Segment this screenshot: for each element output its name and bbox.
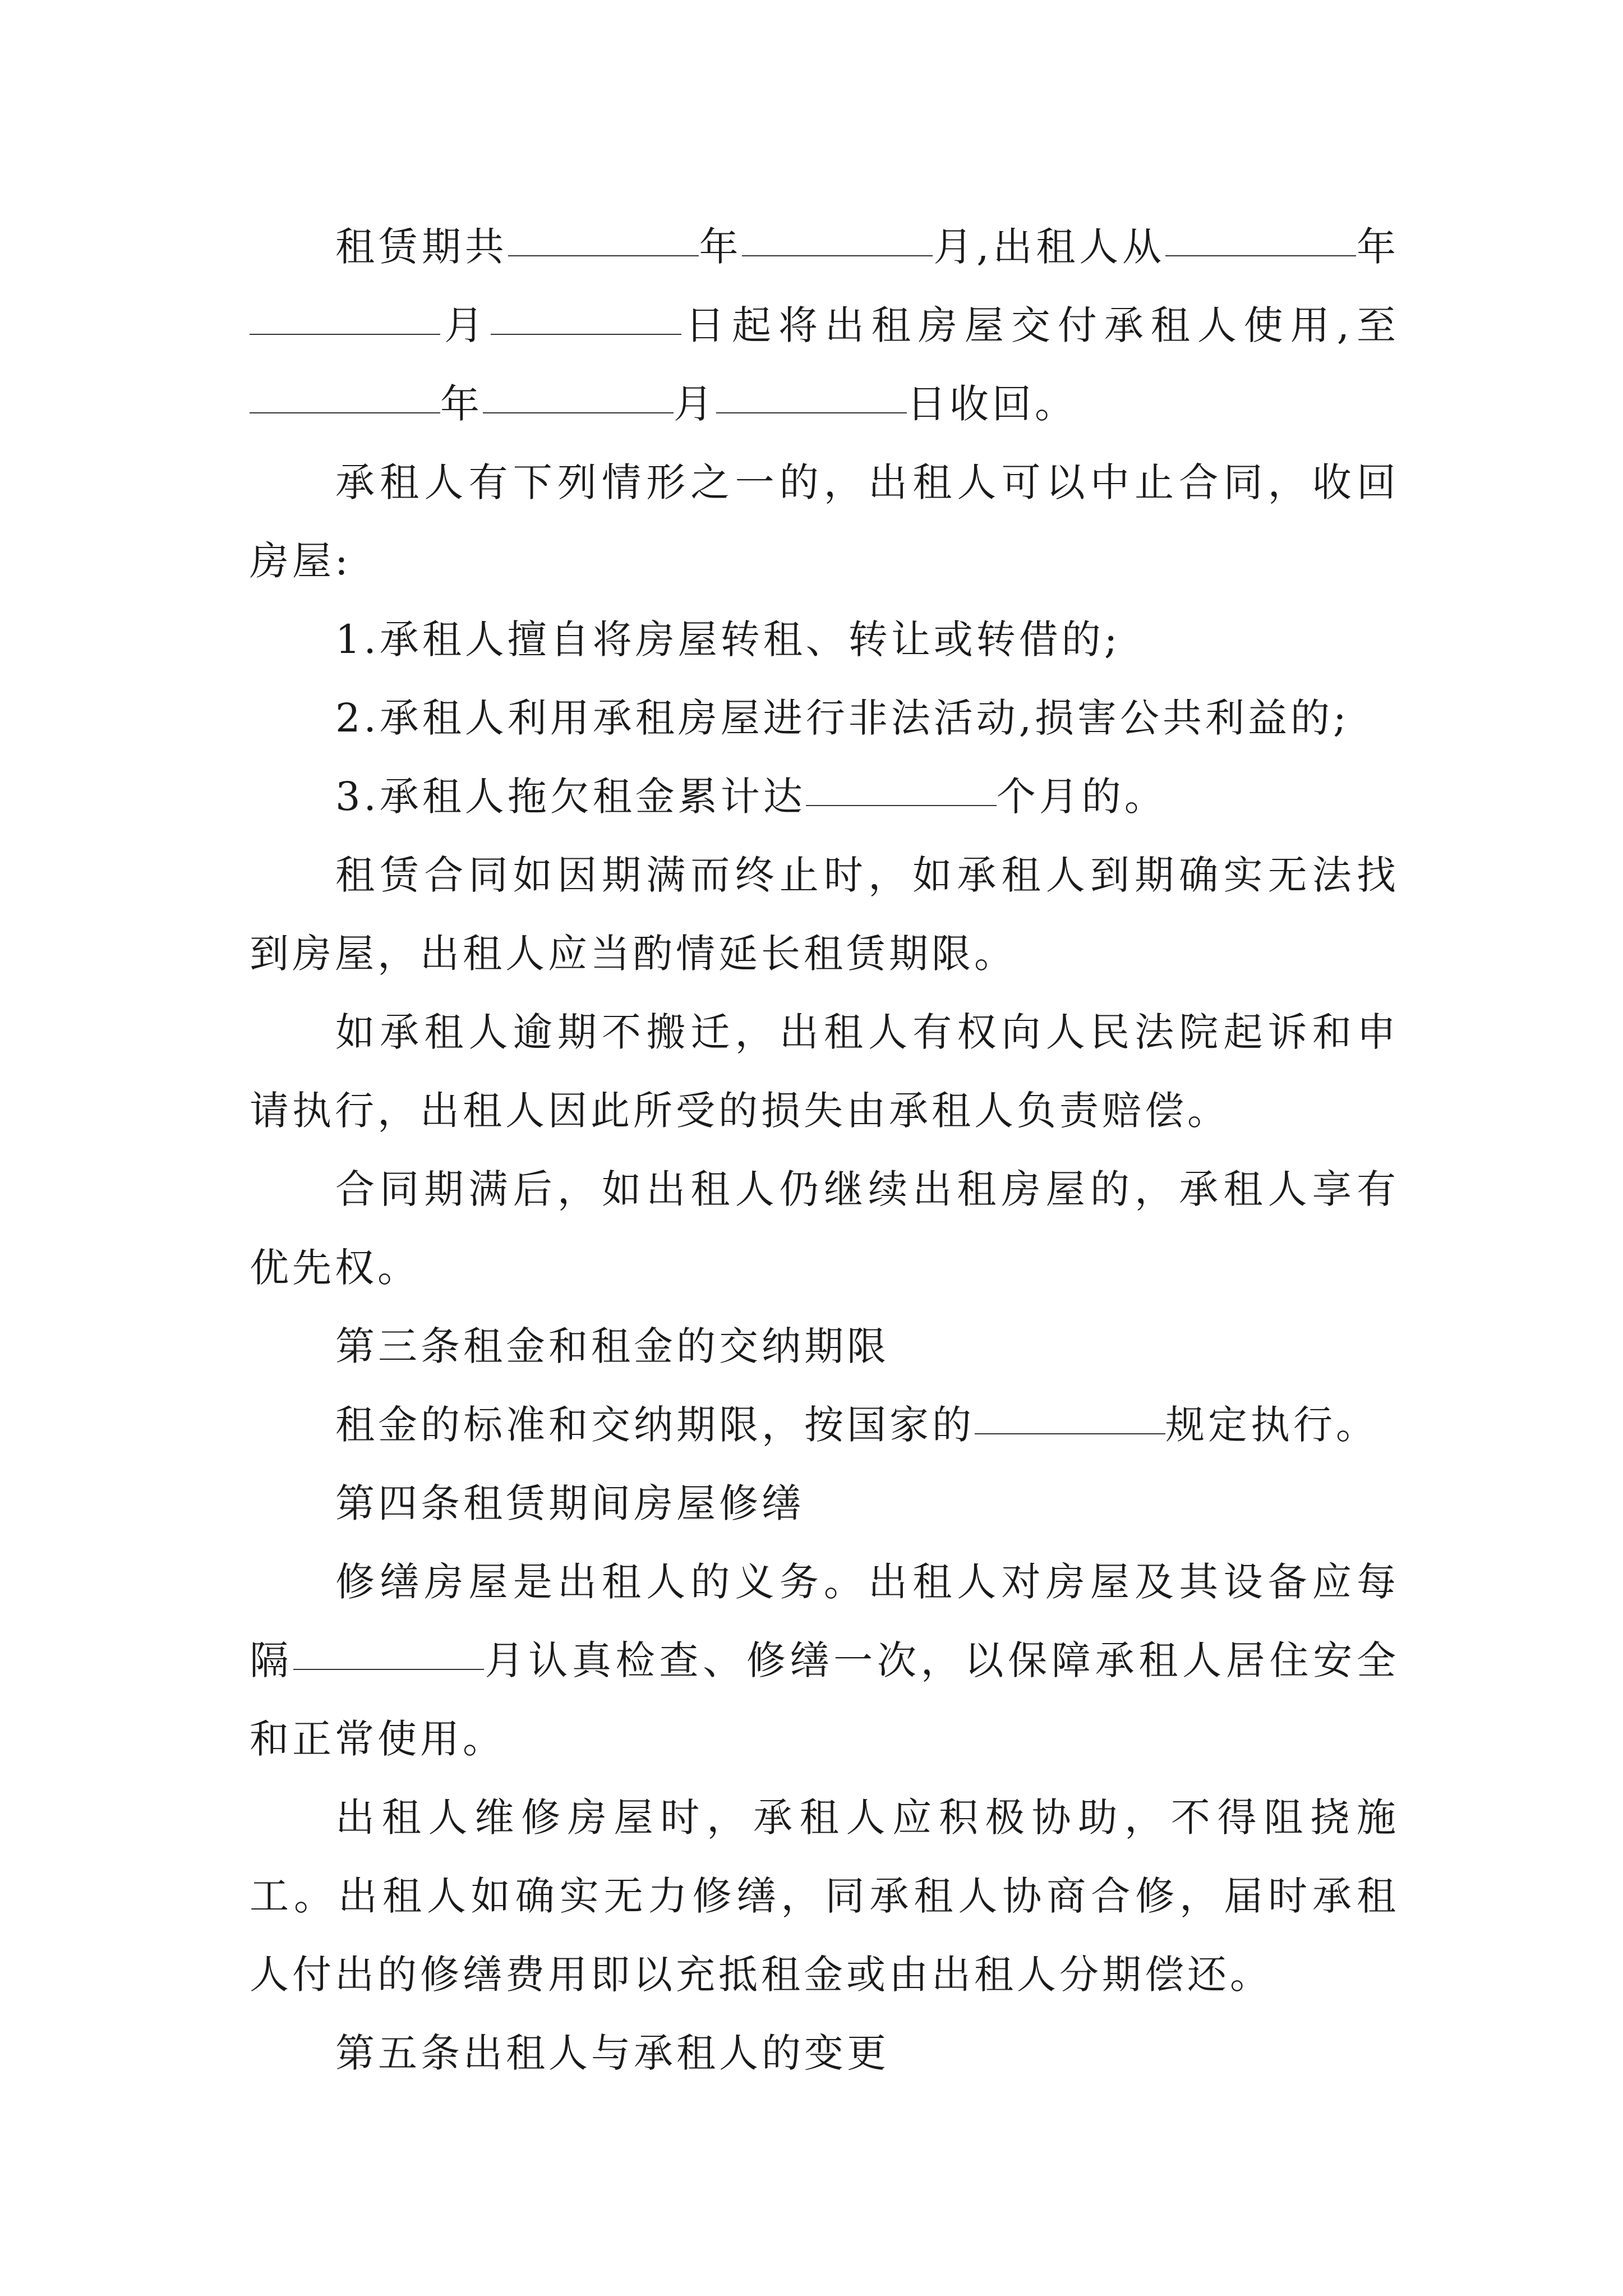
- fill-in-blank: [250, 412, 440, 413]
- fill-in-blank: [742, 255, 933, 256]
- article-4-heading: [250, 1464, 1399, 1543]
- text-segment: 1.承租人擅自将房屋转租、转让或转借的;: [335, 616, 1121, 662]
- paragraph-termination-intro: [250, 443, 1399, 600]
- text-segment: 月: [674, 381, 716, 427]
- text-segment: 日收回。: [907, 381, 1077, 427]
- fill-in-blank: [483, 412, 674, 413]
- fill-in-blank: [508, 255, 699, 256]
- paragraph-termination-item-3: [250, 757, 1399, 836]
- paragraph-extension: [250, 836, 1399, 993]
- text-segment: 2.承租人利用承租房屋进行非法活动,损害公共利益的;: [335, 695, 1350, 741]
- fill-in-blank: [491, 333, 681, 335]
- text-segment: 月认真检查、修缮一次，以保障承租人居住安全和正常使用。: [250, 1637, 1400, 1762]
- fill-in-blank: [293, 1668, 484, 1670]
- fill-in-blank: [716, 412, 907, 413]
- fill-in-blank: [806, 804, 997, 806]
- fill-in-blank: [250, 333, 440, 335]
- paragraph-article-3-body: [250, 1386, 1399, 1464]
- paragraph-termination-item-2: [250, 679, 1399, 757]
- paragraph-termination-item-1: [250, 600, 1399, 679]
- text-segment: 月: [440, 302, 491, 348]
- text-segment: 个月的。: [996, 774, 1167, 820]
- heading-text: 第五条出租人与承租人的变更: [335, 2030, 889, 2076]
- text-segment: 年: [440, 381, 483, 427]
- heading-text: 第三条租金和租金的交纳期限: [335, 1323, 889, 1369]
- text-segment: 规定执行。: [1165, 1402, 1378, 1448]
- fill-in-blank: [975, 1433, 1165, 1434]
- text-segment: 3.承租人拖欠租金累计达: [335, 774, 806, 820]
- text-segment: 年: [1356, 224, 1400, 270]
- heading-text: 第四条租赁期间房屋修缮: [335, 1480, 804, 1526]
- paragraph-priority: [250, 1150, 1399, 1307]
- document-page: [250, 208, 1399, 2092]
- paragraph-overdue: [250, 993, 1399, 1150]
- text-segment: 出租人维修房屋时，承租人应积极协助，不得阻挠施工。出租人如确实无力修缮，同承租人协商合修，届时承租人付出的修缮费用即以充抵租金或由出租人分期偿还。: [250, 1795, 1399, 1998]
- text-segment: 修缮房屋是出租人的义务。出租人对房屋及其设备应每隔: [250, 1559, 1399, 1683]
- text-segment: 合同期满后，如出租人仍继续出租房屋的，承租人享有优先权。: [250, 1166, 1399, 1291]
- article-3-heading: [250, 1307, 1399, 1386]
- text-segment: 租赁合同如因期满而终止时，如承租人到期确实无法找到房屋，出租人应当酌情延长租赁期限。: [250, 852, 1399, 977]
- text-segment: 如承租人逾期不搬迁，出租人有权向人民法院起诉和申请执行，出租人因此所受的损失由承租人负责赔偿。: [250, 1009, 1399, 1134]
- fill-in-blank: [1165, 255, 1356, 256]
- text-segment: 承租人有下列情形之一的，出租人可以中止合同，收回房屋:: [250, 459, 1399, 584]
- text-segment: 租金的标准和交纳期限，按国家的: [335, 1402, 975, 1448]
- text-segment: 日起将出租房屋交付承租人使用,至: [681, 302, 1400, 348]
- paragraph-lease-term: [250, 208, 1399, 443]
- article-5-heading: [250, 2014, 1399, 2092]
- text-segment: 月,出租人从: [933, 224, 1166, 270]
- text-segment: 租赁期共: [335, 224, 508, 270]
- paragraph-article-4-body-1: [250, 1543, 1399, 1778]
- paragraph-article-4-body-2: [250, 1778, 1399, 2014]
- text-segment: 年: [698, 224, 743, 270]
